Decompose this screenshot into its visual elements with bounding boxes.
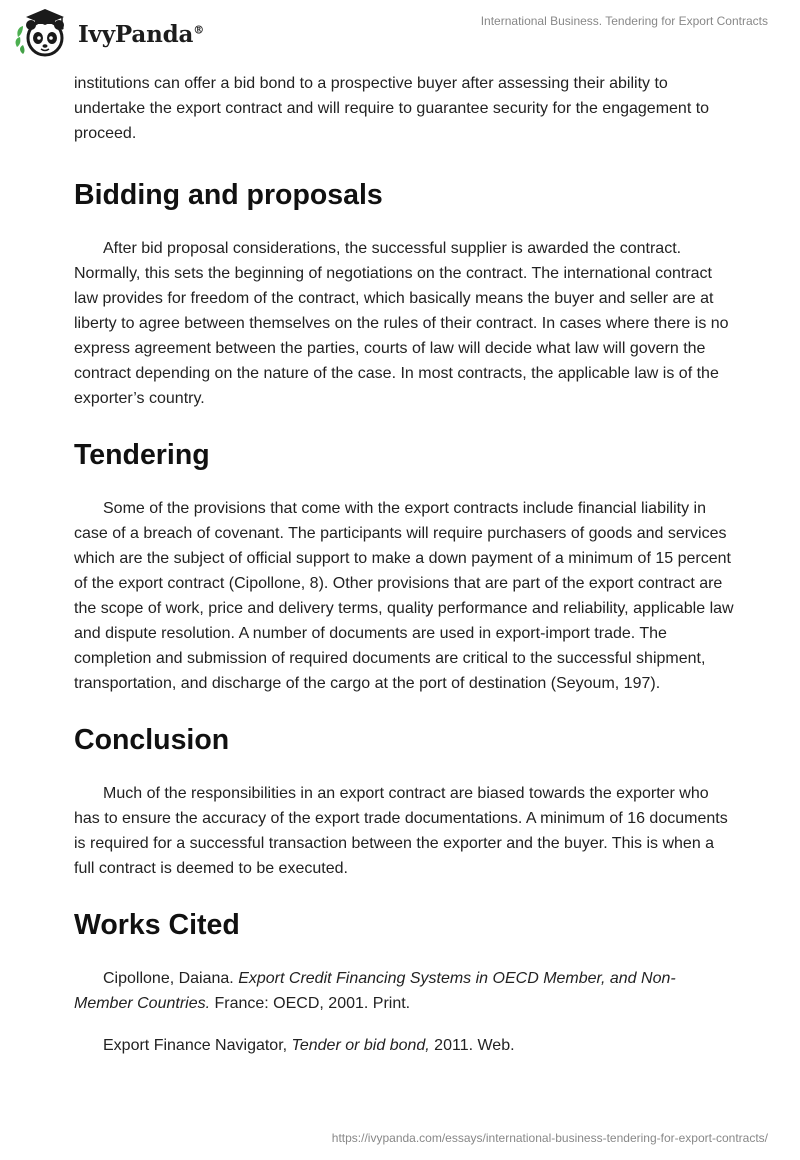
citation-publication: 2011. Web. (429, 1037, 515, 1054)
page-header (0, 0, 800, 70)
citation-title: Tender or bid bond, (291, 1037, 430, 1054)
intro-paragraph: institutions can offer a bid bond to a prospective buyer after assessing their ability to undertake the export contract and will require to guarantee security for the engagement to proceed. (74, 75, 710, 142)
brand-name: IvyPanda® (78, 20, 204, 48)
section-heading-bidding: Bidding and proposals (74, 179, 383, 211)
registered-mark: ® (193, 22, 204, 36)
section-heading-conclusion: Conclusion (74, 724, 230, 756)
essay-body (74, 71, 734, 1058)
citation-author: Cipollone, Daiana. (103, 970, 239, 987)
section-heading-tendering: Tendering (74, 439, 210, 471)
works-cited-heading: Works Cited (74, 909, 240, 941)
citation-entry (74, 1033, 734, 1058)
source-url-link[interactable]: https://ivypanda.com/essays/international-business-tendering-for-export-contracts/ (331, 1131, 768, 1145)
citation-author: Export Finance Navigator, (103, 1037, 292, 1054)
section-paragraph-conclusion: Much of the responsibilities in an export contract are biased towards the exporter who has to ensure the accuracy of the export trade documentations. A minimum of 16 documents is required for a successful transaction between the exporter and the buyer. This is when a full contract is deemed to be executed. (74, 785, 728, 877)
section-paragraph-tendering: Some of the provisions that come with the export contracts include financial liability in case of a breach of covenant. The participants will require purchasers of goods and services which are the subject of official support to make a down payment of a minimum of 15 percent of the export contract (Cipollone, 8). Other provisions that are part of the export contract are the scope of work, price and delivery terms, quality performance and reliability, applicable law and dispute resolution. A number of documents are used in export-import trade. The completion and submission of required documents are critical to the successful shipment, transportation, and discharge of the cargo at the port of destination (Seyoum, 197). (74, 500, 734, 692)
citation-publication: France: OECD, 2001. Print. (210, 995, 411, 1012)
ivypanda-logo[interactable] (14, 7, 204, 59)
document-title: International Business. Tendering for Export Contracts (480, 14, 768, 28)
section-paragraph-bidding: After bid proposal considerations, the successful supplier is awarded the contract. Normally, this sets the beginning of negotiations on the contract. The international contract law provides for freedom of the contract, which basically means the buyer and seller are at liberty to agree between themselves on the rules of their contract. In cases where there is no express agreement between the parties, courts of law will decide what law will govern the contract depending on the nature of the case. In most contracts, the applicable law is of the exporter’s country. (74, 240, 729, 407)
citation-title: Export Credit Financing Systems in OECD Member, and Non-Member Countries. (74, 970, 676, 1012)
panda-graduate-icon (14, 7, 72, 59)
citation-entry (74, 966, 734, 1016)
